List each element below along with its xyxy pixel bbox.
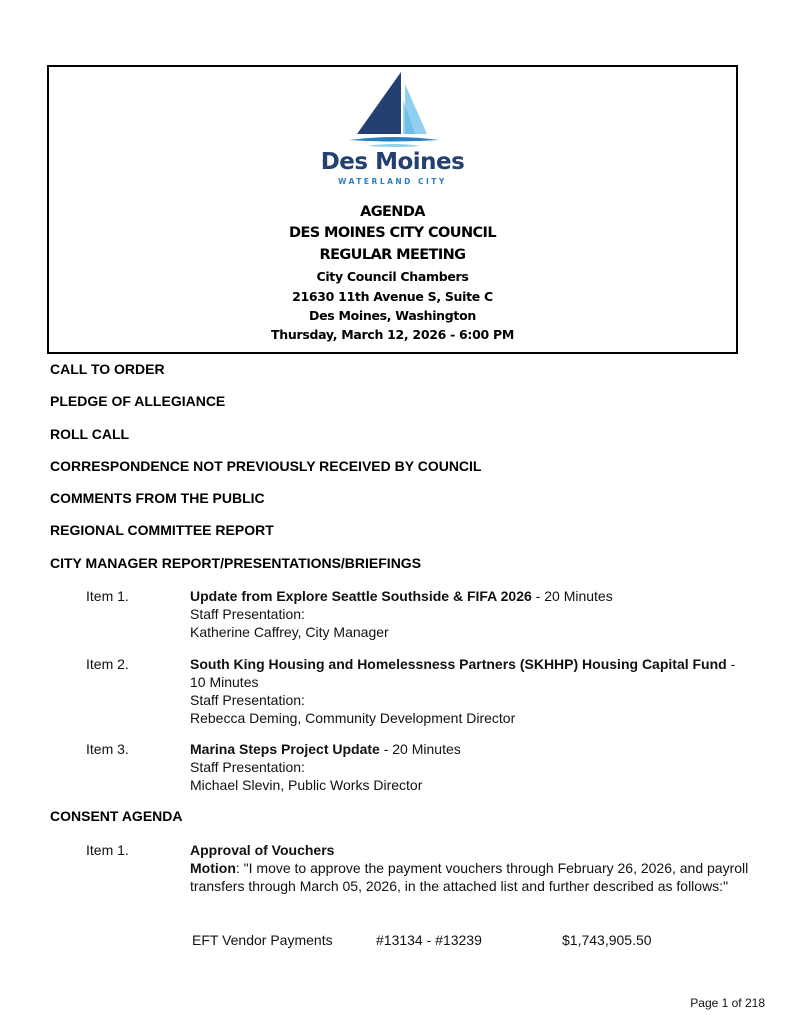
section-roll-call: ROLL CALL — [50, 426, 130, 442]
venue-city: Des Moines, Washington — [309, 308, 476, 323]
section-call-to-order: CALL TO ORDER — [50, 361, 165, 377]
agenda-item — [190, 587, 750, 641]
logo-wordmark: Des Moines — [320, 149, 465, 175]
payment-label: EFT Vendor Payments — [192, 932, 333, 948]
motion-label: Motion — [190, 860, 236, 876]
council-name: DES MOINES CITY COUNCIL — [289, 225, 496, 241]
item-title: Marina Steps Project Update — [190, 741, 380, 757]
agenda-item — [190, 655, 750, 727]
agenda-item — [190, 740, 750, 794]
item-duration: - 20 Minutes — [379, 741, 461, 757]
item-presenter: Michael Slevin, Public Works Director — [190, 777, 423, 793]
section-regional-report: REGIONAL COMMITTEE REPORT — [50, 522, 274, 538]
agenda-header — [47, 65, 738, 354]
item-presentation-label: Staff Presentation: — [190, 606, 305, 622]
item-presentation-label: Staff Presentation: — [190, 759, 305, 775]
item-presenter: Rebecca Deming, Community Development Director — [190, 710, 516, 726]
page-number: Page 1 of 218 — [690, 996, 765, 1010]
agenda-title: AGENDA — [360, 204, 425, 220]
venue-address: 21630 11th Avenue S, Suite C — [292, 289, 493, 304]
item-number: Item 1. — [86, 842, 129, 858]
item-number: Item 3. — [86, 741, 129, 757]
section-consent-agenda: CONSENT AGENDA — [50, 808, 183, 824]
meeting-type: REGULAR MEETING — [319, 247, 466, 263]
agenda-item — [190, 841, 750, 895]
motion-text: : "I move to approve the payment vouchers through February 26, 2026, and payroll transfers through March 05, 2026, in the attached list and further described as follows:" — [190, 860, 749, 894]
item-duration: - 10 Minutes — [190, 656, 736, 690]
item-title: Update from Explore Seattle Southside & FIFA 2026 — [190, 588, 532, 604]
item-title: South King Housing and Homelessness Partners (SKHHP) Housing Capital Fund — [190, 656, 727, 672]
section-city-manager: CITY MANAGER REPORT/PRESENTATIONS/BRIEFINGS — [50, 555, 422, 571]
payment-amount: $1,743,905.50 — [562, 932, 652, 948]
logo-tagline: WATERLAND CITY — [338, 177, 447, 186]
item-duration: - 20 Minutes — [531, 588, 613, 604]
payment-range: #13134 - #13239 — [376, 932, 482, 948]
item-number: Item 2. — [86, 656, 129, 672]
section-pledge: PLEDGE OF ALLEGIANCE — [50, 393, 226, 409]
item-number: Item 1. — [86, 588, 129, 604]
item-presentation-label: Staff Presentation: — [190, 692, 305, 708]
item-presenter: Katherine Caffrey, City Manager — [190, 624, 389, 640]
venue-name: City Council Chambers — [316, 269, 469, 284]
item-title: Approval of Vouchers — [190, 842, 335, 858]
meeting-datetime: Thursday, March 12, 2026 - 6:00 PM — [271, 327, 514, 342]
section-correspondence: CORRESPONDENCE NOT PREVIOUSLY RECEIVED BY COUNCIL — [50, 458, 482, 474]
section-public-comments: COMMENTS FROM THE PUBLIC — [50, 490, 265, 506]
